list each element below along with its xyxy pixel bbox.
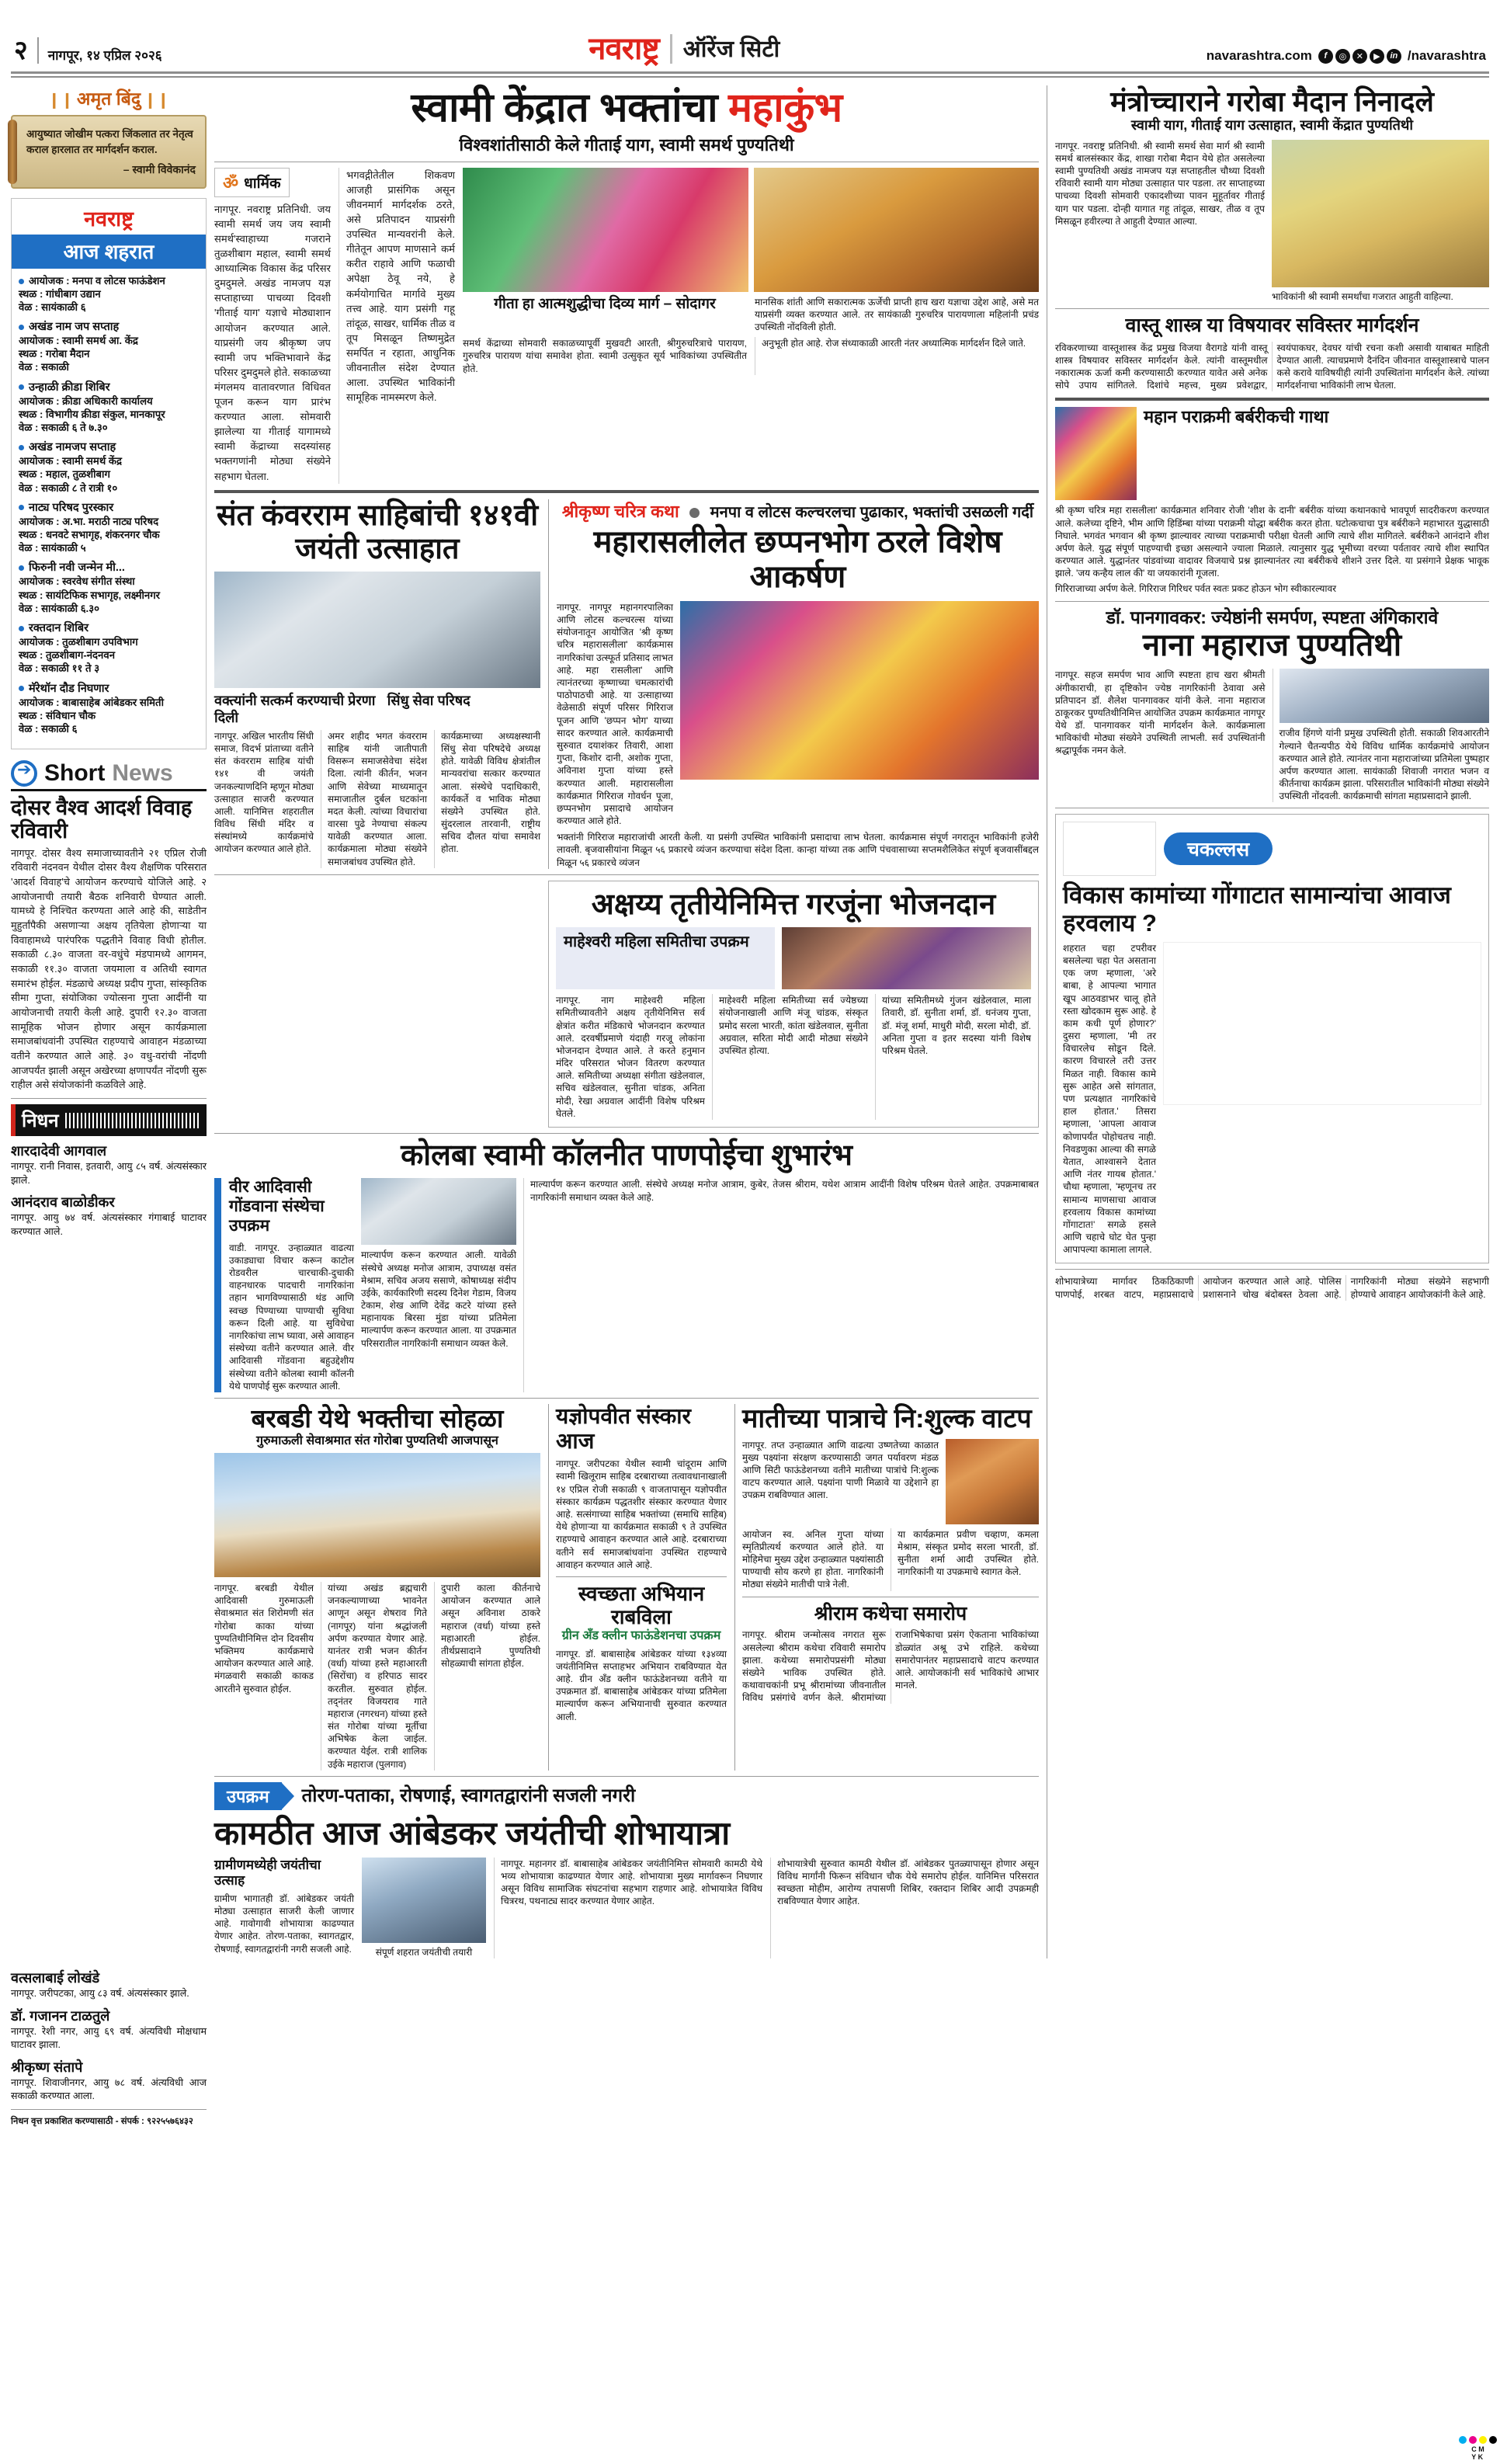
lead-caption-left: गीता हा आत्मशुद्धीचा दिव्य मार्ग – सोदागर: [494, 295, 716, 312]
maharaslila-body-col1: नागपूर. नागपूर महानगरपालिका आणि लोटस कल्चरल्स यांच्या संयोजनातून आयोजित 'श्री कृष्ण चरित्र महारासलीला' कार्यक्रमास नागरिकांचा उत्स्फूर्त प्रतिसाद लाभत आहे. महा रासलीला' आणि त्यानंतरच्या कृष्णाच्या चमत्कारांची पाठोपाठची आहे. या उत्साहाच्या वेळेसाठी संपूर्ण परिसर गिरिराज पूजन आणि 'छप्पन भोग' याच्या सादर करण्यात आले. कार्यक्रमाची सुरुवात दयाशंकर तिवारी, आशा गुप्ता, किशोर दानी, अशोक गुप्ता, अविनाश गुप्ता यांच्या हस्ते करण्यात आली. महारासलीला कार्यक्रमात गिरिराज गोवर्धन पूजा, छप्पनभोग प्रसादाचे आयोजन करण्यात आले होते.: [557, 601, 673, 827]
barbadi-story: [214, 1404, 540, 1771]
bullet-icon: [19, 445, 24, 450]
main-grid: [11, 85, 1489, 1958]
event-organizer: आयोजक : अ.भा. मराठी नाट्य परिषद: [19, 515, 159, 527]
obituary-entry[interactable]: [11, 2007, 207, 2052]
bullet-icon: [19, 325, 24, 330]
divider: [214, 1776, 1039, 1777]
bottom-obituary-row: [11, 1963, 1489, 2127]
event-time: वेळ : सकाळी ११ ते ३: [19, 662, 100, 675]
swachhata-body-col1: नागपूर. डॉ. बाबासाहेब आंबेडकर यांच्या १३४व्या जयंतीनिमित्त सप्ताहभर अभियान राबविण्यात येत आहे. ग्रीन अँड क्लीन फाऊंडेशनच्या वतीने या उपक्रमात डॉ. बाबासाहेब आंबेडकर यांच्या प्रतिमेला माल्यार्पण करून अभियानाची सुरुवात करण्यात आली.: [556, 1648, 727, 1722]
obituary-entry[interactable]: [11, 1142, 207, 1187]
sant-kanwarram-story: [214, 499, 540, 869]
kolba-body-col2: माल्यार्पण करून करण्यात आली. यावेळी संस्थेचे अध्यक्ष मनोज आत्राम, उपाध्यक्ष वसंत मेश्राम, सचिव अजय ससाणे, कोषाध्यक्ष संदीप उईके, कार्यकारिणी सदस्य दिनेश गेडाम, विजय टेकाम, शेख आणि देवेंद्र कटरे यांच्या हस्ते महानायक बिरसा मुंडा यांच्या प्रतिमेला माल्यार्पण करून करण्यात आला. या उपक्रमात परिसरातील नागरिकांनी समाधान व्यक्त केले.: [361, 1249, 516, 1349]
obituary-name: शारदादेवी आगवाल: [11, 1143, 107, 1159]
banner-arrow-icon: [282, 1783, 294, 1809]
divider: [11, 1098, 207, 1099]
bullet-icon: [19, 384, 24, 390]
arrow-circle-icon: [11, 760, 37, 787]
middle-column: [214, 85, 1039, 1958]
event-organizer: आयोजक : तुळशीबाग उपविभाग: [19, 636, 138, 648]
barbadi-body-col3: दुपारी काला कीर्तनाचे आयोजन करण्यात आले असून अविनाश ठाकरे महाराज (वर्धा) यांच्या हस्ते महाआरती होईल. तीर्थप्रसादाने पुण्यतिथी सोहळ्याची सांगता होईल.: [441, 1583, 540, 1670]
lead-headline-plain: स्वामी केंद्रात भक्तांचा: [411, 85, 729, 130]
obituary-name: डॉ. गजानन टाळतुले: [11, 2007, 110, 2024]
kolba-body-col3: माल्यार्पण करून करण्यात आली. संस्थेचे अध्यक्ष मनोज आत्राम, कुबेर, तेजस श्रीराम, यथेश आत्राम आदींनी विशेष परिश्रम घेतले आहेत. उपक्रमाबाबत नागरिकांनी समाधान व्यक्त केले आहे.: [530, 1179, 1039, 1203]
masthead-logo-block: [162, 32, 1207, 64]
vastu-body: रविकरणाच्या वास्तूशास्त्र केंद्र प्रमुख विजया वैरागडे यांनी वास्तू शास्त्र विषयावर सविस्तर मार्गदर्शन केले. त्यांनी वास्तूमधील नकारात्मक ऊर्जा कमी करण्यासाठी करण्यात यावेत असे अनेक सोपे उपाय सांगितले. दिशांचे महत्त्व, मुख्य प्रवेशद्वार, स्वयंपाकघर, देवघर यांची रचना कशी असावी याबाबत माहिती देण्यात आली. त्याचप्रमाणे दैनंदिन जीवनात वास्तूशास्त्राचे पालन कसे करावे याविषयीही त्यांनी उपस्थितांना मार्गदर्शन केले. त्यांच्या मार्गदर्शनाचा भाविकांनी लाभ घेतला.: [1055, 342, 1489, 391]
bhojandan-body-col1: नागपूर. नाग माहेश्वरी महिला समितीच्यावतीने अक्षय तृतीयेनिमित्त सर्व क्षेत्रांत करीत मंडिकाचे भोजनदान करण्यात आले. दरवर्षीप्रमाणे यंदाही गरजू लोकांना भोजनदान देण्यात आले. ते करते हनुमान मंदिर परिसरात भोजन वितरण करण्यात आले. समितीच्या अध्यक्षा संगीता खंडेलवाल, सचिव खंडेलवाल, सुनीता चांडक, अनिता मोदी, रेखा अग्रवाल आदींनी विशेष परिश्रम घेतले.: [556, 995, 705, 1119]
edition-name: ऑरेंज सिटी: [682, 36, 780, 62]
nidhan-footer: निधन वृत्त प्रकाशित करण्यासाठी - संपर्क : ९२२५५७६४३२: [11, 2117, 193, 2126]
upakram-subhead: ग्रामीणमध्येही जयंतीचा उत्साह: [214, 1857, 321, 1888]
linkedin-icon[interactable]: in: [1387, 49, 1401, 64]
event-venue: स्थळ : विभागीय क्रीडा संकुल, मानकापूर: [19, 408, 165, 420]
upakram-tagline: तोरण-पताका, रोषणाई, स्वागतद्वारांनी सजली नगरी: [301, 1785, 636, 1806]
matichya-body-col3: या कार्यक्रमात प्रवीण चव्हाण, कमला मेश्राम, संस्कृत प्रमोद सरला भारती, डॉ. सुनीता शर्मा आदी उपस्थित होते. नागरिकांनी या उपक्रमाचे स्वागत केले.: [898, 1528, 1039, 1578]
obituary-name: आनंदराव बाळोडीकर: [11, 1194, 115, 1211]
upakram-headline[interactable]: कामठीत आज आंबेडकर जयंतीची शोभायात्रा: [214, 1814, 731, 1851]
photo-barbarik: [1055, 407, 1137, 500]
lead-body-col3: समर्थ केंद्राच्या सोमवारी सकाळच्यापूर्वी मुखवटी आरती, श्रीगुरुचरित्राचे पारायण, गुरुचरित्र पारायण यांचा समावेश होता. स्वामी उत्सुकृत सूर्य भाविकांच्या उपस्थितीत होते.: [463, 338, 747, 374]
barbarik-title: महान पराक्रमी बर्बरीकची गाथा: [1144, 407, 1329, 427]
chakallas-headline[interactable]: विकास कामांच्या गोंगाटात सामान्यांचा आवाज हरवलाय ?: [1063, 881, 1451, 937]
divider: [1055, 601, 1489, 602]
kolba-placeholder: [214, 881, 540, 1128]
left-sidebar: [11, 85, 207, 1958]
quote-scroll: [11, 115, 207, 189]
obituary-detail: नागपूर. जरीपटका, आयु ८३ वर्ष. अंत्यसंस्कार झाले.: [11, 1987, 189, 1999]
barbarik-block: [1055, 407, 1489, 500]
lead-body-col1: नागपूर. नवराष्ट्र प्रतिनिधी. जय स्वामी समर्थ जय जय स्वामी समर्थ'स्वाहाच्या गजराने तुळशीबाग महाल, स्वामी समर्थ आध्यात्मिक विकास केंद्र परिसर दुमदुमले. अखंड नामजप यज्ञ सप्ताहाच्या पाचव्या दिवशी 'गीताई याग' यज्ञाचे मोठ्याशान आयोजन करण्यात आले. याप्रसंगी जय श्रीकृष्ण जप स्वामी जप भक्तिभावाने केंद्र परिसर दुमदुमले होते. सकाळच्या मंगलमय वातावरणात विधिवत पूजन करून याग प्रारंभ करण्यात आला. सोमवारी झालेल्या या गीताई यागामध्ये स्वामी केंद्राच्या सदस्यांसह भक्तगणांनी मोठ्या संख्येने सहभाग घेतला.: [214, 203, 331, 482]
list-item[interactable]: [19, 682, 199, 736]
amrut-bindu-title: ❙❙ अमृत बिंदु ❙❙: [30, 85, 186, 110]
short-news-rule: [11, 789, 207, 791]
sant-caption-left: वक्त्यांनी सत्कर्म करण्याची प्रेरणा दिली: [214, 693, 376, 725]
bullet-icon: [19, 686, 24, 691]
obituary-detail: नागपूर. आयु ७४ वर्ष. अंत्यसंस्कार गंगाबाई घाटावर करण्यात आले.: [11, 1212, 207, 1237]
list-item[interactable]: [19, 621, 199, 676]
kolba-body-col1: वाडी. नागपूर. उन्हाळ्यात वाढत्या उकाड्याचा विचार करून काटोल रोडवरील चारचाकी-दुचाकी वाहनधारक पादचारी नागरिकांना तहान भागविण्यासाठी थंड आणि स्वच्छ पिण्याच्या पाण्याची सुविधा करून दिली आहे. या सुविधेचा नागरिकांचा लाभ घ्यावा, असे आवाहन संस्थेच्या वतीने करण्यात आले. वीर आदिवासी गोंडवाना बहुउद्देशीय संस्थेच्या वतीने कोलबा स्वामी कॉलनी येथे पाणपोई सुरू करण्यात आली.: [229, 1242, 354, 1392]
bhojandan-story: [548, 881, 1039, 1128]
list-item[interactable]: [19, 440, 199, 495]
divider: [214, 874, 1039, 875]
shriram-body: नागपूर. श्रीराम जन्मोत्सव नगरात सुरू असलेल्या श्रीराम कथेचा रविवारी समारोप झाला. कथेच्या समारोपप्रसंगी मोठ्या संख्येने भाविक उपस्थित होते. कथावाचकांनी प्रभू श्रीरामांच्या जीवनातील विविध प्रसंगांचे वर्णन केले. श्रीरामांच्या राजाभिषेकाचा प्रसंग ऐकताना भाविकांच्या डोळ्यांत अश्रू उभे राहिले. कथेच्या समारोपानंतर महाप्रसादाचे वाटप करण्यात आले. आयोजकांनी सर्व भाविकांचे आभार मानले.: [742, 1629, 1039, 1704]
event-name: फिरुनी नवी जन्मेन मी...: [29, 561, 125, 575]
aaj-brand: नवराष्ट्र: [84, 207, 134, 231]
maharaslila-kicker: मनपा व लोटस कल्चरलचा पुढाकार, भक्तांची उसळली गर्दी: [710, 503, 1034, 521]
maharaslila-headline[interactable]: महारासलीलेत छप्पनभोग ठरले विशेष आकर्षण: [593, 524, 1002, 595]
event-time: वेळ : सकाळी ८ ते रात्री १०: [19, 481, 118, 494]
photo-raslila-krishna: [680, 601, 1039, 780]
barbadi-subhead: गुरुमाऊली सेवाश्रमात संत गोरोबा पुण्यतिथी आजपासून: [256, 1434, 498, 1447]
yadnyopavit-story: [548, 1404, 727, 1771]
bullet-icon: [19, 505, 24, 510]
x-twitter-icon[interactable]: ✕: [1352, 49, 1367, 64]
upakram-body-row: [214, 1858, 1039, 1958]
event-name: अखंड नाम जप सप्ताह: [29, 320, 120, 333]
event-time: वेळ : सायंकाळी ६.३०: [19, 602, 99, 614]
upakram-banner: [214, 1782, 1039, 1810]
bullet-icon: [19, 565, 24, 571]
event-time: वेळ : सकाळी ६ ते ७.३०: [19, 422, 108, 433]
social-handle: /navarashtra: [1407, 48, 1486, 63]
nana-headline[interactable]: नाना महाराज पुण्यतिथी: [1142, 627, 1402, 662]
maharaslila-body-col2: भक्तांनी गिरिराज महाराजांची आरती केली. या प्रसंगी उपस्थित भाविकांनी प्रसादाचा लाभ घेतला. कार्यक्रमास संपूर्ण नगरातून भाविकांनी हजेरी लावली. बृजवासीयांना मिळून ५६ प्रकारचे व्यंजन करण्याचा संदेश दिला. कान्हा यांच्या तक आणि पंचवासाच्या सप्तमशैलिकेत संपूर्ण बृजवासींबद्दल मिळून ५६ प्रकारचे व्यंजन: [557, 832, 1039, 868]
quote-text: आयुष्यात जोखीम पत्करा जिंकलात तर नेतृत्व कराल हारलात तर मार्गदर्शन कराल.: [26, 128, 193, 156]
page-number: २: [14, 37, 39, 64]
aaj-shahrat-title: आज शहरात: [12, 235, 206, 269]
event-venue: स्थळ : संविधान चौक: [19, 709, 96, 721]
list-item[interactable]: [19, 561, 199, 615]
photo-kolba-inauguration: [361, 1178, 516, 1245]
divider: [11, 2109, 207, 2110]
masthead: [11, 0, 1489, 67]
right-story-1-body: नागपूर. नवराष्ट्र प्रतिनिधी. श्री स्वामी समर्थ सेवा मार्ग श्री स्वामी समर्थ बालसंस्कार केंद्र, शाखा गरोबा मैदान येथे होत असलेल्या स्वामी पुण्यतिथी अखंड नामजप यज्ञ सप्ताहतील चौथ्या दिवशी रविवारी स्वामी याग मोठ्या उत्साहात पार पडला. तर साप्ताहच्या पाचव्या दिवशी सोमवारी एकादशीच्या पावन मुहूर्तावर गीताई याग पार पडला. दोन्ही यागात गहू तांदूळ, साखर, तीळ व तूप मिसळून हवीरल्या ते आहुती देण्यात आल्या.: [1055, 140, 1265, 227]
lead-body-row: [214, 168, 1039, 484]
short-news-label-1: Short: [44, 760, 106, 787]
dharmik-label: धार्मिक: [244, 175, 281, 192]
masthead-left: [14, 37, 162, 64]
swachhata-headline[interactable]: स्वच्छता अभियान राबविला: [578, 1581, 705, 1628]
cartoon-illustration: [1163, 942, 1481, 1105]
event-organizer: आयोजक : मनपा व लोटस फाऊंडेशन: [29, 274, 165, 287]
event-organizer: आयोजक : स्वामी समर्थ केंद्र: [19, 455, 123, 467]
short-news-header: [11, 760, 207, 787]
event-name: मॅरेथॉन दौड निघणार: [29, 682, 109, 695]
lead-subhead: विश्वशांतीसाठी केले गीताई याग, स्वामी समर्थ पुण्यतिथी: [459, 135, 794, 155]
lead-col-2: [339, 168, 455, 484]
photo-temple-deity: [754, 168, 1040, 292]
divider: [1055, 308, 1489, 309]
dharmik-badge: [214, 168, 290, 197]
event-name: अखंड नामजप सप्ताह: [29, 441, 116, 454]
short-news-body: नागपूर. दोसर वैश्य समाजाच्यावतीने २१ एप्रिल रोजी रविवारी नंदनवन येथील दोसर वैश्य शैक्षणिक परिसरात 'आदर्श विवाह'चे आयोजन करण्याचे योजिले आहे. २ आयोजनाची तयारी बैठक शनिवारी घेण्यात आली. यामध्ये हे निश्चित करण्यता आले आहे की, साडेतीन मुहुर्तांपैकी असणाऱ्या अक्षय तृतियेला होणाऱ्या या विवाहामध्ये पारंपरिक पद्धतीने विवाह विधी होतील. सकाळी ८.३० वाजता वर-वधुंचे मंडपामध्ये आगमन, सकाळी ११.३० वाजता जयमाला व अतिथी स्वागत समारंभ होईल. मंडळाचे अध्यक्ष प्रदीप गुप्ता, सांस्कृतिक सीमा गुप्ता, संयोजिका ज्योत्सना गुप्ता आदींनी या आयोजनाची तयारी केली आहे. दुपारी १२.३० वाजता सामूहिक भोजन होणार असून कार्यक्रमाला समाजबांधवांनी उपस्थित राहण्याचे आवाहन मंडळाच्या वतीने करण्यात आले आहे. ३० वधु-वरांची नोंदणी आजपर्यंत झाली असून अखेरच्या क्षणापर्यंत नोंदणी सुरू राहील असे संयोजकांनी कळविले आहे.: [11, 846, 207, 1091]
lead-body-col4: अनुभूती होत आहे. रोज संध्याकाळी आरती नंतर अध्यात्मिक मार्गदर्शन दिले जाते.: [761, 338, 1026, 349]
upakram-body-col2: नागपूर. महानगर डॉ. बाबासाहेब आंबेडकर जयंतीनिमित्त सोमवारी कामठी येथे भव्य शोभायात्रा काढण्यात येणार आहे. शोभायात्रा मुख्य मार्गावरून निघणार असून विविध सामाजिक संघटनांचा सहभाग राहणार आहे. शोभायात्रेत विविध चित्ररथ, पथनाट्य सादर करण्यात येणार आहेत.: [501, 1858, 762, 1907]
obituary-name: वत्सलाबाई लोखंडे: [11, 1969, 100, 1986]
lead-col-1: [214, 168, 331, 484]
cartoon-icon: [1063, 822, 1156, 876]
photo-women-serving: [782, 927, 1031, 989]
yadnyopavit-headline[interactable]: यज्ञोपवीत संस्कार आज: [556, 1403, 691, 1454]
maharaslila-caption: गिरिराजाच्या अर्पण केले. गिरिराज गिरिधर पर्वत स्वतः प्रकट होऊन भोग स्वीकारल्यावर: [1055, 583, 1337, 595]
matichya-headline[interactable]: मातीच्या पात्राचे नि:शुल्क वाटप: [742, 1403, 1032, 1434]
event-time: वेळ : सकाळी ६: [19, 722, 78, 735]
photo-nana-maharaj: [1280, 669, 1490, 723]
sant-body-col3: कार्यक्रमाच्या अध्यक्षस्थानी सिंधु सेवा परिषदेचे अध्यक्ष होते. यावेळी विविध क्षेत्रांतील मान्यवरांचा सत्कार करण्यात आला. संस्थेचे पदाधिकारी, कार्यकर्ते व भाविक मोठ्या संख्येने उपस्थित होते. सुंदरलाल तारवानी, राष्ट्रीय सचिव दौलत यांचा समावेश होता.: [441, 730, 540, 855]
matichya-body-col2: आयोजन स्व. अनिल गुप्ता यांच्या स्मृतिप्रीत्यर्थ करण्यात आले होते. या मोहिमेचा मुख्य उद्देश उन्हाळ्यात पक्ष्यांसाठी पाण्याची सोय करणे हा होता. नागरिकांनी मोठ्या संख्येने मातीची पात्रे नेली.: [742, 1528, 884, 1590]
sant-body-col2: अमर शहीद भगत कंवरराम साहिब यांनी जातीपाती विसरून समाजसेवेचा संदेश दिला. त्यांनी कीर्तन, भजन आणि सेवेच्या माध्यमातून समाजातील दुर्बल घटकांना मदत केली. त्यांच्या विचारांचा वारसा पुढे नेण्याचा संकल्प यावेळी करण्यात आला. कार्यक्रमाला मोठ्या संख्येने समाजबांधव उपस्थित होते.: [328, 730, 427, 867]
lead-photos: [463, 168, 1039, 484]
bhojandan-body-col2: माहेश्वरी महिला समितीच्या सर्व ज्येष्ठच्या संयोजनाखाली आणि मंजू चांडक, संस्कृत प्रमोद सरला भारती, कांता खंडेलवाल, सुनीता अग्रवाल, सरिता मोदी आदी मोठ्या संख्येने उपस्थित होत्या.: [719, 995, 868, 1056]
stripes-decoration: [65, 1113, 200, 1128]
photo-sevashram-building: [214, 1453, 540, 1577]
event-organizer: आयोजक : स्वामी समर्थ आ. केंद्र: [19, 335, 138, 347]
vastu-headline[interactable]: वास्तू शास्त्र या विषयावर सविस्तर मार्गदर्शन: [1125, 314, 1419, 336]
obituary-entry[interactable]: [11, 1193, 207, 1239]
list-item[interactable]: [19, 320, 199, 374]
third-row: [214, 881, 1039, 1128]
newspaper-logo: नवराष्ट्र: [589, 32, 659, 66]
event-venue: स्थळ : गरोबा मैदान: [19, 348, 90, 360]
fourth-row: [214, 1404, 1039, 1771]
bullet-icon: [19, 279, 24, 284]
nidhan-label: निधन: [22, 1110, 59, 1132]
event-venue: स्थळ : तुळशीबाग-नंदनवन: [19, 649, 116, 662]
amrut-bindu-box: [11, 85, 207, 189]
sant-body-col1: नागपूर. अखिल भारतीय सिंधी समाज, विदर्भ प्रांताच्या वतीने संत कंवरराम साहिब यांची १४१ वी जयंती जनकल्याणदिनि म्हणून मोठ्या उत्साहात साजरी करण्यात आली. यानिमित्त शहरातील विविध सिंधी मंदिर व संस्थांमध्ये कार्यक्रमांचे आयोजन करण्यात आले होते.: [214, 730, 314, 855]
obituary-detail: नागपूर. रेशी नगर, आयु ६९ वर्ष. अंत्यविधी मोक्षधाम घाटावर झाला.: [11, 2025, 207, 2051]
lead-caption-right: मानसिक शांती आणि सकारात्मक ऊर्जेची प्राप्ती हाच खरा यज्ञाचा उद्देश आहे, असे मत याप्रसंगी व्यक्त करण्यात आले. तर सायंकाळी गुरुचरित्र पारायणाला महिलांनी प्रचंड उपस्थिती नोंदविली होती.: [755, 296, 1039, 332]
masthead-rule: [11, 71, 1489, 78]
event-time: वेळ : सायंकाळी ६: [19, 301, 86, 313]
cmyk-registration-marks: C M Y K: [1459, 2436, 1497, 2461]
event-venue: स्थळ : सायंटिफिक सभागृह, लक्ष्मीनगर: [19, 589, 161, 601]
right-story-1-headline[interactable]: मंत्रोच्चाराने गरोबा मैदान निनादले: [1110, 85, 1434, 117]
scroll-pin-icon: [8, 120, 17, 184]
lead-headline[interactable]: [214, 85, 1039, 130]
divider: [1055, 398, 1489, 401]
barbarik-body: श्री कृष्ण चरित्र महा रासलीला' कार्यक्रमात शनिवार रोजी 'शीश के दानी' बर्बरीक यांच्या कथानकाचे भावपूर्ण सादरीकरण करण्यात आले. कलेच्या दृष्टिने, भीम आणि हिडिंम्बा यांच्या पराक्रमी योद्धा बर्बरीक करत होता. घटोत्कचाचा पुत्र बर्बरीकने महाभारत युद्धासाठी निघाले. भगवंत भगवान श्री कृष्ण झाल्यावर त्याच्या पराक्रमाची परीक्षा घेतली आणि त्याचे शीश मागितले. बर्बरीकने आनंदाने शीश अर्पण केले. युद्ध संपूर्ण पाहण्याची इच्छा असल्याने ज्याला मिळाले. त्यानुसार युद्ध भूमीच्या वरच्या पर्वतावर त्याचे शीश स्थापित करण्यात आले. युद्धानंतर पांडवांच्या वादावर विजयाचे प्रश्न झाल्यानंतर त्या बर्बरीकचे शीशने उत्तर दिले. या प्रसंगाने प्रेक्षक भावूक झाले. 'जय कन्हैय लाल की' या जयकारांनी गूजला.: [1055, 505, 1489, 579]
lead-story: [214, 85, 1039, 484]
bhojandan-box-title: माहेश्वरी महिला समितीचा उपक्रम: [564, 933, 749, 951]
lead-body-col2: भगवद्गीतेतील शिकवण आजही प्रासंगिक असून जीवनमार्ग मार्गदर्शक ठरते, असे प्रतिपादन याप्रसंगी उपस्थित मान्यवरांनी केले. गीतेतून आपण माणसाने कर्म करीत राहावे आणि फळाची अपेक्षा ठेवू नये, हे कर्मयोगाचित मार्गावे मुख्य तत्त्व आहे. याग प्रसंगी गहू तांदूळ, साखर, धार्मिक तीळ व तूप मिसळून तिष्णमुद्रेत समर्पित न रहाता, आधुनिक जीवनातील संदेश देण्यात आला. उपस्थित भाविकांनी सामूहिक नामस्मरण केले.: [346, 169, 455, 404]
kolba-swami-story: [214, 1139, 1039, 1392]
obituary-detail: नागपूर. रानी निवास, इतवारी, आयु ८५ वर्ष. अंत्यसंस्कार झाले.: [11, 1161, 207, 1186]
bullet-icon: [19, 626, 24, 631]
aaj-shahrat-list: [12, 269, 206, 749]
nana-body-col1: नागपूर. सहज समर्पण भाव आणि स्पष्टता हाच खरा श्रीमती अंगीकाराची, हा दृष्टिकोन ज्येष्ठ नागरिकांनी ठेवावा असे प्रतिपादन डॉ. शैलेश पानगावकर यांनी केले. नाना महाराज ठाकूरकर पुण्यतिथीनिमित्त आयोजित उपक्रम कार्यक्रमात नागपूर येथे डॉ. पानगावकर यांनी मार्गदर्शन केले. कार्यक्रमाला भाविकांची मोठ्या संख्येने उपस्थिती लाभली. सर्व उपस्थितांनी श्रद्धापूर्वक नमन केले.: [1055, 669, 1266, 756]
chakallas-tag: चकल्लस: [1164, 832, 1273, 865]
photo-clay-pots: [946, 1439, 1039, 1524]
om-icon: ॐ: [223, 172, 239, 193]
upakram-caption: संपूर्ण शहरात जयंतीची तयारी: [375, 1946, 473, 1958]
event-venue: स्थळ : महाल, तुळशीबाग: [19, 468, 110, 481]
photo-sindhi-group: [214, 572, 540, 688]
kolba-sidebar: वीर आदिवासी गोंडवाना संस्थेचा उपक्रम: [229, 1178, 325, 1235]
event-organizer: आयोजक : बाबासाहेब आंबेडकर समिती: [19, 696, 164, 708]
instagram-icon[interactable]: ◎: [1335, 49, 1350, 64]
dateline: नागपूर, १४ एप्रिल २०२६: [47, 48, 162, 63]
photo-yag-crowd: [463, 168, 748, 292]
obituary-detail: नागपूर. शिवाजीनगर, आयु ७८ वर्ष. अंत्यविधी आज सकाळी करण्यात आला.: [11, 2077, 207, 2102]
nana-maharaj-story: [1055, 607, 1489, 803]
nana-body-col2: राजीव हिंगणे यांनी प्रमुख उपस्थिती होती. सकाळी शिवआरतीने गेल्याने चैतन्यपीठ येथे विविध धार्मिक कार्यक्रमांचे आयोजन करण्यात आले होते. त्यानंतर नाना महाराजांच्या प्रतिमेला पुष्पहार अर्पण करण्यात आला. सायंकाळी शिवाजी नगरात भजन व कीर्तनाचा कार्यक्रम झाला. परिसरातील भाविकांनी मोठ्या संख्येने उपस्थिती नोंदवली. कार्यक्रमाची सांगता महाप्रसादाने झाली.: [1279, 728, 1489, 802]
sant-headline[interactable]: संत कंवरराम साहिबांची १४१वी जयंती उत्साहात: [216, 499, 539, 566]
barbadi-body-col2: यांच्या अखंड ब्रह्मचारी जनकल्याणाच्या भावनेत आणून असून शेषराव गिते (नागपूर) यांना श्रद्धांजली अर्पण करण्यात येणार आहे. यानंतर रात्री भजन कीर्तन (वर्धा) यांच्या हस्ते महाआरती (सिरोंचा) व हरिपाठ सादर करतील. सुरुवात होईल. तद्नंतर विजयराव गाते महाराज (नगरधन) यांच्या हस्ते संत गोरोबा यांच्या मूर्तीचा अभिषेक केला जाईल. करण्यात येईल. रात्री शालिक उईके महाराज (पुलगाव): [328, 1583, 427, 1770]
divider: [214, 1133, 1039, 1134]
event-venue: स्थळ : धनवटे सभागृह, शंकरनगर चौक: [19, 529, 160, 541]
logo-divider: [670, 34, 672, 64]
masthead-right: [1207, 48, 1486, 64]
obituary-entry[interactable]: [11, 1969, 207, 2001]
quote-author: – स्वामी विवेकानंद: [123, 162, 196, 176]
sant-caption-right: सिंधु सेवा परिषद: [387, 693, 470, 709]
right-story-1-subhead: स्वामी याग, गीताई याग उत्साहात, स्वामी केंद्रात पुण्यतिथी: [1130, 117, 1414, 134]
upakram-body-col3: शोभायात्रेची सुरुवात कामठी येथील डॉ. आंबेडकर पुतळ्यापासून होणार असून विविध मार्गांनी फिरून संविधान चौक येथे समारोप होईल. यानिमित्त परिसरात स्वच्छता मोहीम, आरोग्य तपासणी शिबिर, रक्तदान शिबिर आदी उपक्रमही राबविण्यात येणार आहेत.: [777, 1858, 1039, 1907]
maharaslila-kicker-red: श्रीकृष्ण चरित्र कथा: [561, 501, 679, 521]
bhojandan-headline[interactable]: अक्षय्य तृतीयेनिमित्त गरजूंना भोजनदान: [591, 888, 996, 921]
bullet-icon: [689, 508, 700, 518]
social-links: [1318, 49, 1401, 64]
event-time: वेळ : सकाळी: [19, 361, 69, 374]
right-column: [1047, 85, 1489, 1958]
matichya-story: [734, 1404, 1039, 1771]
barbadi-headline[interactable]: बरबडी येथे भक्तीचा सोहळा: [251, 1403, 504, 1433]
website-url[interactable]: navarashtra.com: [1206, 48, 1312, 63]
chakallas-box: [1055, 814, 1489, 1263]
short-news-label-2: News: [112, 760, 173, 787]
nana-kicker: डॉ. पानगावकर: ज्येष्ठांनी समर्पण, स्पष्टता अंगिकारावे: [1106, 606, 1439, 627]
upakram-body-col1: ग्रामीण भागातही डॉ. आंबेडकर जयंती मोठ्या उत्साहात साजरी केली जाणार आहे. गावोगावी शोभायात्रा काढण्यात येणार आहेत. तोरण-पताका, स्वागतद्वार, रोषणाई, स्वागतद्वारांनी नगरी सजली आहे.: [214, 1892, 354, 1955]
kolba-headline[interactable]: कोलबा स्वामी कॉलनीत पाणपोईचा शुभारंभ: [401, 1139, 852, 1173]
second-row: [214, 499, 1039, 869]
maharaslila-story: [548, 499, 1039, 869]
aaj-shahrat-box: [11, 198, 207, 750]
barbadi-body-col1: नागपूर. बरबडी येथील आदिवासी गुरुमाऊली सेवाश्रमात संत शिरोमणी संत गोरोबा काका यांच्या पुण्यतिथीनिमित्त दोन दिवसीय भक्तिमय कार्यक्रमाचे आयोजन करण्यात आले आहे. मंगळवारी सकाळी काकड आरतीने सुरुवात होईल.: [214, 1583, 314, 1694]
shriram-headline[interactable]: श्रीराम कथेचा समारोप: [814, 1602, 967, 1625]
yadnyopavit-body: नागपूर. जरीपटका येथील स्वामी चांदूराम आणि स्वामी खिलूराम साहिब दरबाराच्या तत्वावधानाखाली १४ एप्रिल रोजी सकाळी ९ वाजतापासून यज्ञोपवीत संस्कार कार्यक्रम पद्धतशीर संस्कार करण्यात येणार आहे. सत्संगाच्या साहिब भक्तांच्या (समाधि साहिब) येथे होणाऱ्या या कार्यक्रमात सकाळी ९ ते उपस्थित राहण्याचे आवाहन करण्यात आले आहे. दरबाराच्या वतीने सर्व समाजबांधवांना उपस्थित राहण्याचे आवाहन करण्यात आले आहे.: [556, 1458, 727, 1570]
event-name: उन्हाळी क्रीडा शिबिर: [29, 381, 110, 394]
event-time: वेळ : सायंकाळी ५: [19, 542, 86, 554]
list-item[interactable]: [19, 501, 199, 555]
photo-ambedkar-portrait: [362, 1858, 486, 1943]
list-item[interactable]: [19, 274, 199, 314]
nidhan-header: [11, 1104, 207, 1136]
event-organizer: आयोजक : क्रीडा अधिकारी कार्यालय: [19, 394, 153, 407]
short-news-headline[interactable]: दोसर वैश्व आदर्श विवाह रविवारी: [11, 796, 193, 843]
obituary-entry[interactable]: [11, 2058, 207, 2104]
event-name: रक्तदान शिबिर: [29, 621, 89, 634]
right-story-1-caption: भाविकांनी श्री स्वामी समर्थांचा गजरात आहुती वाहिल्या.: [1272, 290, 1453, 302]
obituary-name: श्रीकृष्ण संतापे: [11, 2059, 83, 2075]
right-filler-body: शोभायात्रेच्या मार्गावर ठिकठिकाणी पाणपोई, शरबत वाटप, महाप्रसादाचे आयोजन करण्यात आले आहे. पोलिस प्रशासनाने चोख बंदोबस्त ठेवला आहे. नागरिकांनी मोठ्या संख्येने सहभागी होण्याचे आवाहन आयोजकांनी केले आहे.: [1055, 1276, 1489, 1300]
divider: [214, 1398, 1039, 1399]
facebook-icon[interactable]: f: [1318, 49, 1333, 64]
divider: [556, 1576, 727, 1577]
event-organizer: आयोजक : स्वरवेध संगीत संस्था: [19, 575, 135, 588]
event-venue: स्थळ : गांधीबाग उद्यान: [19, 287, 101, 300]
swachhata-sub: ग्रीन अँड क्लीन फाऊंडेशनचा उपक्रम: [561, 1628, 721, 1642]
bhojandan-body-col3: यांच्या समितीमध्ये गुंजन खंडेलवाल, माला तिवारी, डॉ. सुनीता शर्मा, डॉ. धनंजय गुप्ता, डॉ. मंजू शर्मा, माधुरी मोदी, सरला मोदी, डॉ. अनिता गुप्ता व इतर सदस्या यांनी विशेष परिश्रम घेतले.: [882, 995, 1031, 1056]
divider: [214, 490, 1039, 493]
matichya-body-col1: नागपूर. तप्त उन्हाळ्यात आणि वाढत्या उष्णतेच्या काळात मुख्य पक्ष्यांना संरक्षण करण्यासाठी जगत पर्यावरण मंडळ आणि सिटी फाऊंडेशनच्या वतीने मातीच्या पात्रांचे नि:शुल्क वाटप करण्यात आले. पक्ष्यांना पाणी मिळावे या उद्देशाने हा उपक्रम राबविण्यात आला.: [742, 1439, 939, 1501]
lead-headline-accent: महाकुंभ: [728, 85, 842, 130]
youtube-icon[interactable]: ▶: [1370, 49, 1384, 64]
event-name: नाट्य परिषद पुरस्कार: [29, 501, 114, 514]
upakram-tag: उपक्रम: [214, 1782, 282, 1810]
divider: [1055, 1269, 1489, 1270]
photo-yagna-offering: [1272, 140, 1489, 287]
chakallas-body: शहरात चहा टपरीवर बसलेल्या चहा पेत असताना एक जण म्हणाला, 'अरे बाबा, हे आपल्या भागात खूप आठवडाभर चालू होते रस्ता खोदकाम सुरू आहे. हे काम कधी पूर्ण होणार?' दुसरा म्हणाला, 'मी तर विचारलेच सोडून दिले. कारण विचारले तरी उत्तर मिळत नाही. विकास कामे सुरू आहेत असे सांगतात, पण प्रत्यक्षात नागरिकांचे हाल होतात.' तिसरा म्हणाला, 'आपला आवाज कोणापर्यंत पोहोचतच नाही. निवडणुका आल्या की सगळे येतात, आश्वासने देतात आणि नंतर गायब होतात.' चौथा म्हणाला, 'म्हणूनच तर सामान्य माणसाचा आवाज हरवलाय विकास कामांच्या गोंगाटात!' सगळे हसले आणि चहाचे घोट घेत पुन्हा आपापल्या कामाला लागले.: [1063, 942, 1156, 1256]
list-item[interactable]: [19, 381, 199, 435]
